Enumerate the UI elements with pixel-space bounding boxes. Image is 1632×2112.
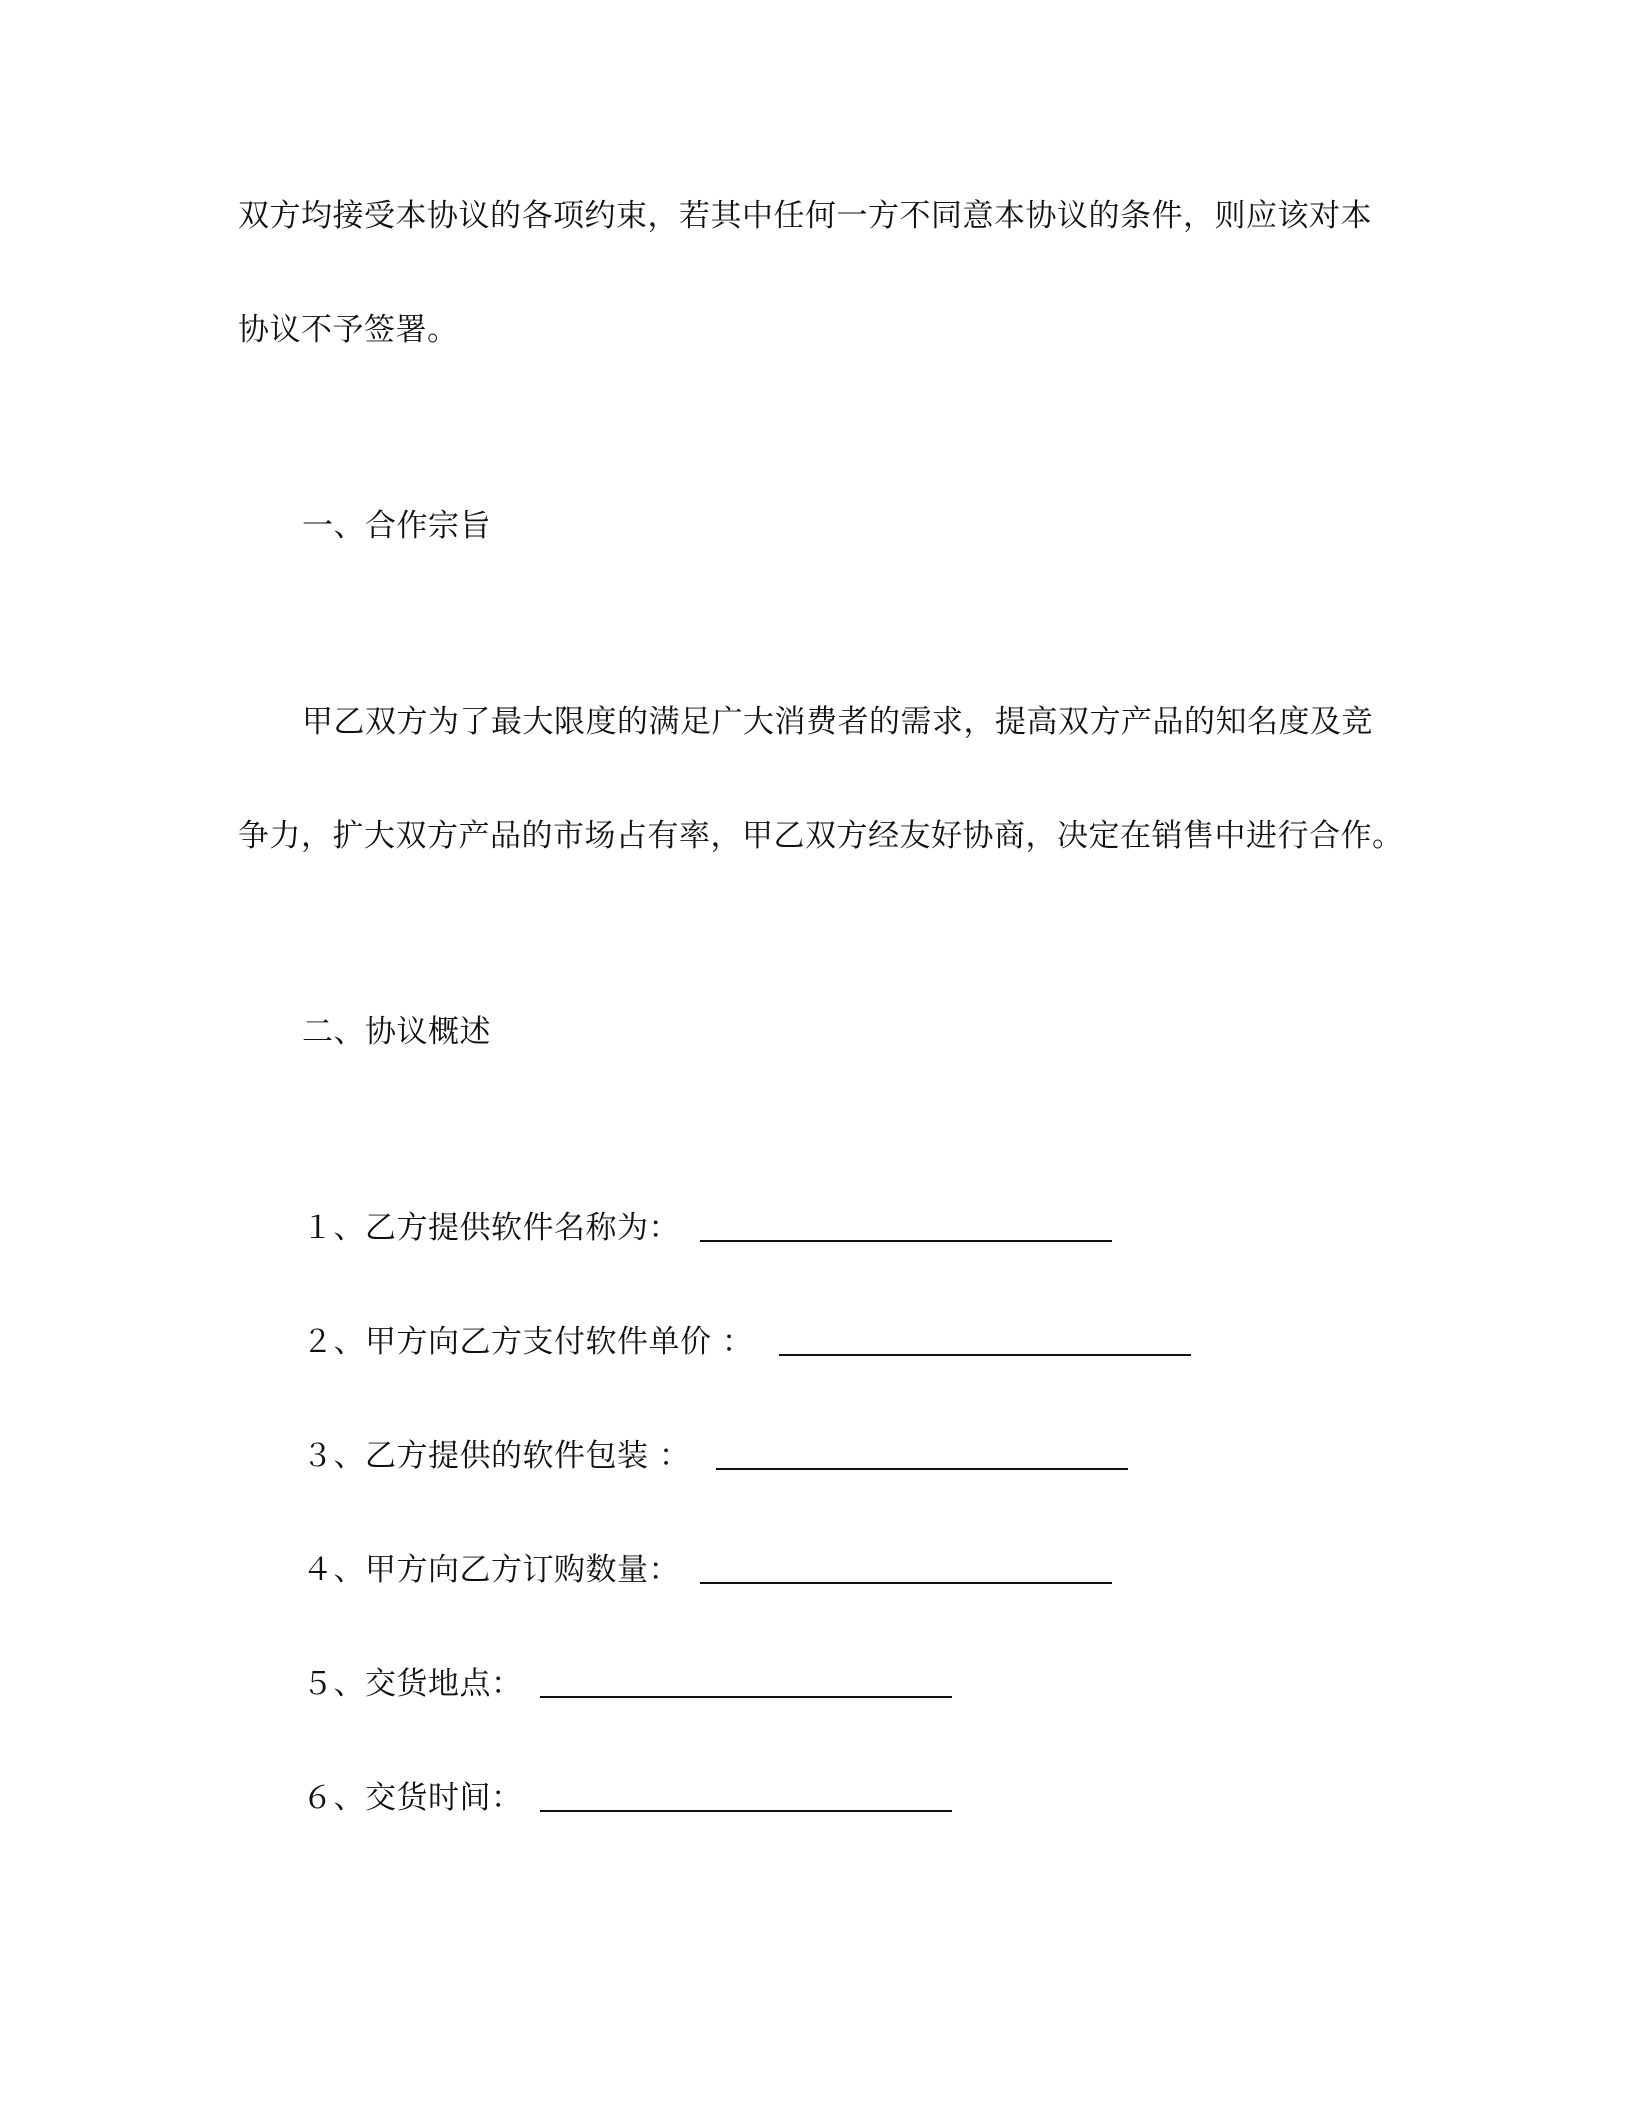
field-label: ５、交货地点： xyxy=(302,1666,523,1702)
order-quantity-blank[interactable] xyxy=(700,1582,1112,1584)
field-delivery-time xyxy=(302,1778,962,1826)
section-heading-purpose: 一、合作宗旨 xyxy=(302,508,491,544)
field-label: １、乙方提供软件名称为： xyxy=(302,1210,680,1246)
software-name-blank[interactable] xyxy=(700,1240,1112,1242)
packaging-blank[interactable] xyxy=(716,1468,1128,1470)
purpose-line-1: 甲乙双方为了最大限度的满足广大消费者的需求，提高双方产品的知名度及竞 xyxy=(302,704,1373,740)
field-delivery-location xyxy=(302,1664,962,1712)
intro-line-2: 协议不予签署。 xyxy=(238,312,459,348)
section-heading-overview: 二、协议概述 xyxy=(302,1014,491,1050)
field-label: ４、甲方向乙方订购数量： xyxy=(302,1552,680,1588)
field-software-name xyxy=(302,1208,1122,1256)
intro-line-1: 双方均接受本协议的各项约束，若其中任何一方不同意本协议的条件，则应该对本 xyxy=(238,198,1372,234)
field-unit-price xyxy=(302,1322,1202,1370)
field-label: ６、交货时间： xyxy=(302,1780,523,1816)
field-order-quantity xyxy=(302,1550,1122,1598)
delivery-time-blank[interactable] xyxy=(540,1810,952,1812)
delivery-location-blank[interactable] xyxy=(540,1696,952,1698)
purpose-line-2: 争力，扩大双方产品的市场占有率，甲乙双方经友好协商，决定在销售中进行合作。 xyxy=(238,818,1404,854)
unit-price-blank[interactable] xyxy=(779,1354,1191,1356)
field-label: ２、甲方向乙方支付软件单价 ： xyxy=(302,1324,754,1360)
field-label: ３、乙方提供的软件包装 ： xyxy=(302,1438,691,1474)
field-packaging xyxy=(302,1436,1142,1484)
